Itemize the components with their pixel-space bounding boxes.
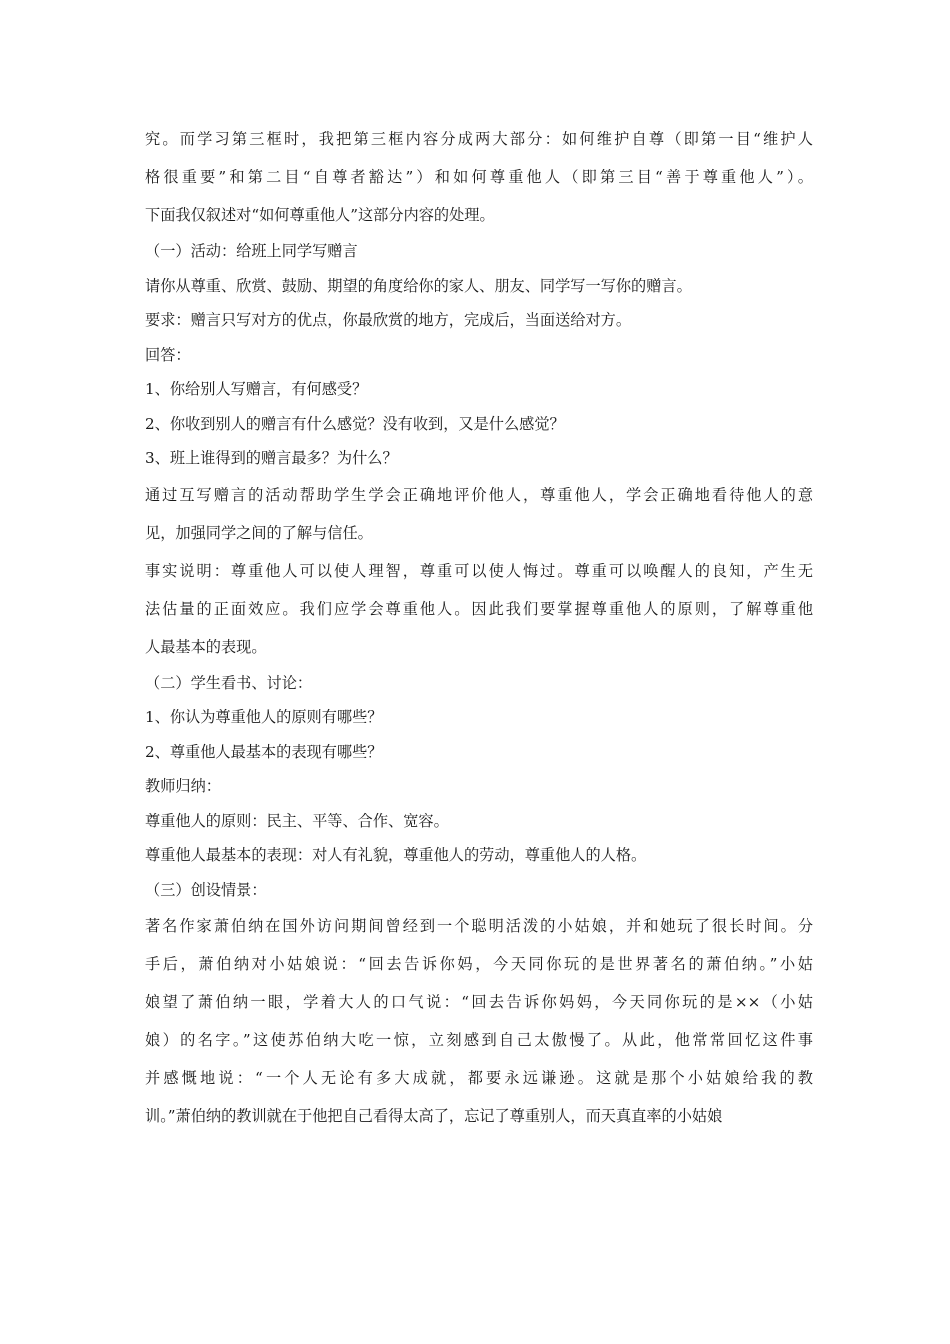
text-line: 格很重要”和第二目“自尊者豁达”）和如何尊重他人（即第三目“善于尊重他人”）。 bbox=[145, 168, 813, 186]
list-item-question-1: 1、你给别人写赠言，有何感受？ bbox=[145, 380, 368, 398]
text-line: 娘）的名字。”这使苏伯纳大吃一惊，立刻感到自己太傲慢了。从此，他常常回忆这件事 bbox=[145, 1031, 813, 1049]
text-line: 著名作家萧伯纳在国外访问期间曾经到一个聪明活泼的小姑娘，并和她玩了很长时间。分 bbox=[145, 917, 813, 935]
paragraph-story bbox=[145, 907, 813, 1135]
list-item-question-2: 2、你收到别人的赠言有什么感觉？没有收到，又是什么感觉？ bbox=[145, 414, 565, 433]
label-teacher-summary: 教师归纳： bbox=[145, 777, 221, 795]
document-body bbox=[145, 120, 813, 1135]
paragraph-behaviors: 尊重他人最基本的表现：对人有礼貌，尊重他人的劳动，尊重他人的人格。 bbox=[145, 846, 647, 864]
paragraph-instruction: 请你从尊重、欣赏、鼓励、期望的角度给你的家人、朋友、同学写一写你的赠言。 bbox=[145, 276, 692, 295]
paragraph-principles: 尊重他人的原则：民主、平等、合作、宽容。 bbox=[145, 811, 449, 830]
list-item-discussion-2: 2、尊重他人最基本的表现有哪些？ bbox=[145, 742, 383, 761]
text-line: 娘望了萧伯纳一眼，学着大人的口气说：“回去告诉你妈妈，今天同你玩的是××（小姑 bbox=[145, 993, 813, 1011]
text-line: 事实说明：尊重他人可以使人理智，尊重可以使人悔过。尊重可以唤醒人的良知，产生无 bbox=[145, 561, 813, 580]
label-answer: 回答： bbox=[145, 345, 191, 364]
text-line: 法估量的正面效应。我们应学会尊重他人。因此我们要掌握尊重他人的原则，了解尊重他 bbox=[145, 599, 813, 618]
paragraph-facts bbox=[145, 552, 813, 666]
section-heading-scenario: （三）创设情景： bbox=[145, 880, 267, 899]
paragraph-intro bbox=[145, 120, 813, 234]
section-heading-activity: （一）活动：给班上同学写赠言 bbox=[145, 242, 358, 260]
text-line: 下面我仅叙述对“如何尊重他人”这部分内容的处理。 bbox=[145, 206, 495, 224]
list-item-discussion-1: 1、你认为尊重他人的原则有哪些？ bbox=[145, 708, 383, 726]
text-line: 手后，萧伯纳对小姑娘说：“回去告诉你妈，今天同你玩的是世界著名的萧伯纳。”小姑 bbox=[145, 955, 813, 973]
text-line: 究。而学习第三框时，我把第三框内容分成两大部分：如何维护自尊（即第一目“维护人 bbox=[145, 130, 813, 148]
text-line: 见，加强同学之间的了解与信任。 bbox=[145, 523, 373, 542]
paragraph-requirement: 要求：赠言只写对方的优点，你最欣赏的地方，完成后，当面送给对方。 bbox=[145, 311, 631, 329]
text-line: 通过互写赠言的活动帮助学生学会正确地评价他人，尊重他人，学会正确地看待他人的意 bbox=[145, 485, 813, 504]
section-heading-discussion: （二）学生看书、讨论： bbox=[145, 673, 313, 692]
paragraph-activity-purpose bbox=[145, 476, 813, 552]
list-item-question-3: 3、班上谁得到的赠言最多？为什么？ bbox=[145, 449, 398, 467]
text-line: 训。”萧伯纳的教训就在于他把自己看得太高了，忘记了尊重别人，而天真直率的小姑娘 bbox=[145, 1107, 723, 1125]
text-line: 并感慨地说：“一个人无论有多大成就，都要永远谦逊。这就是那个小姑娘给我的教 bbox=[145, 1069, 813, 1087]
text-line: 人最基本的表现。 bbox=[145, 637, 267, 656]
